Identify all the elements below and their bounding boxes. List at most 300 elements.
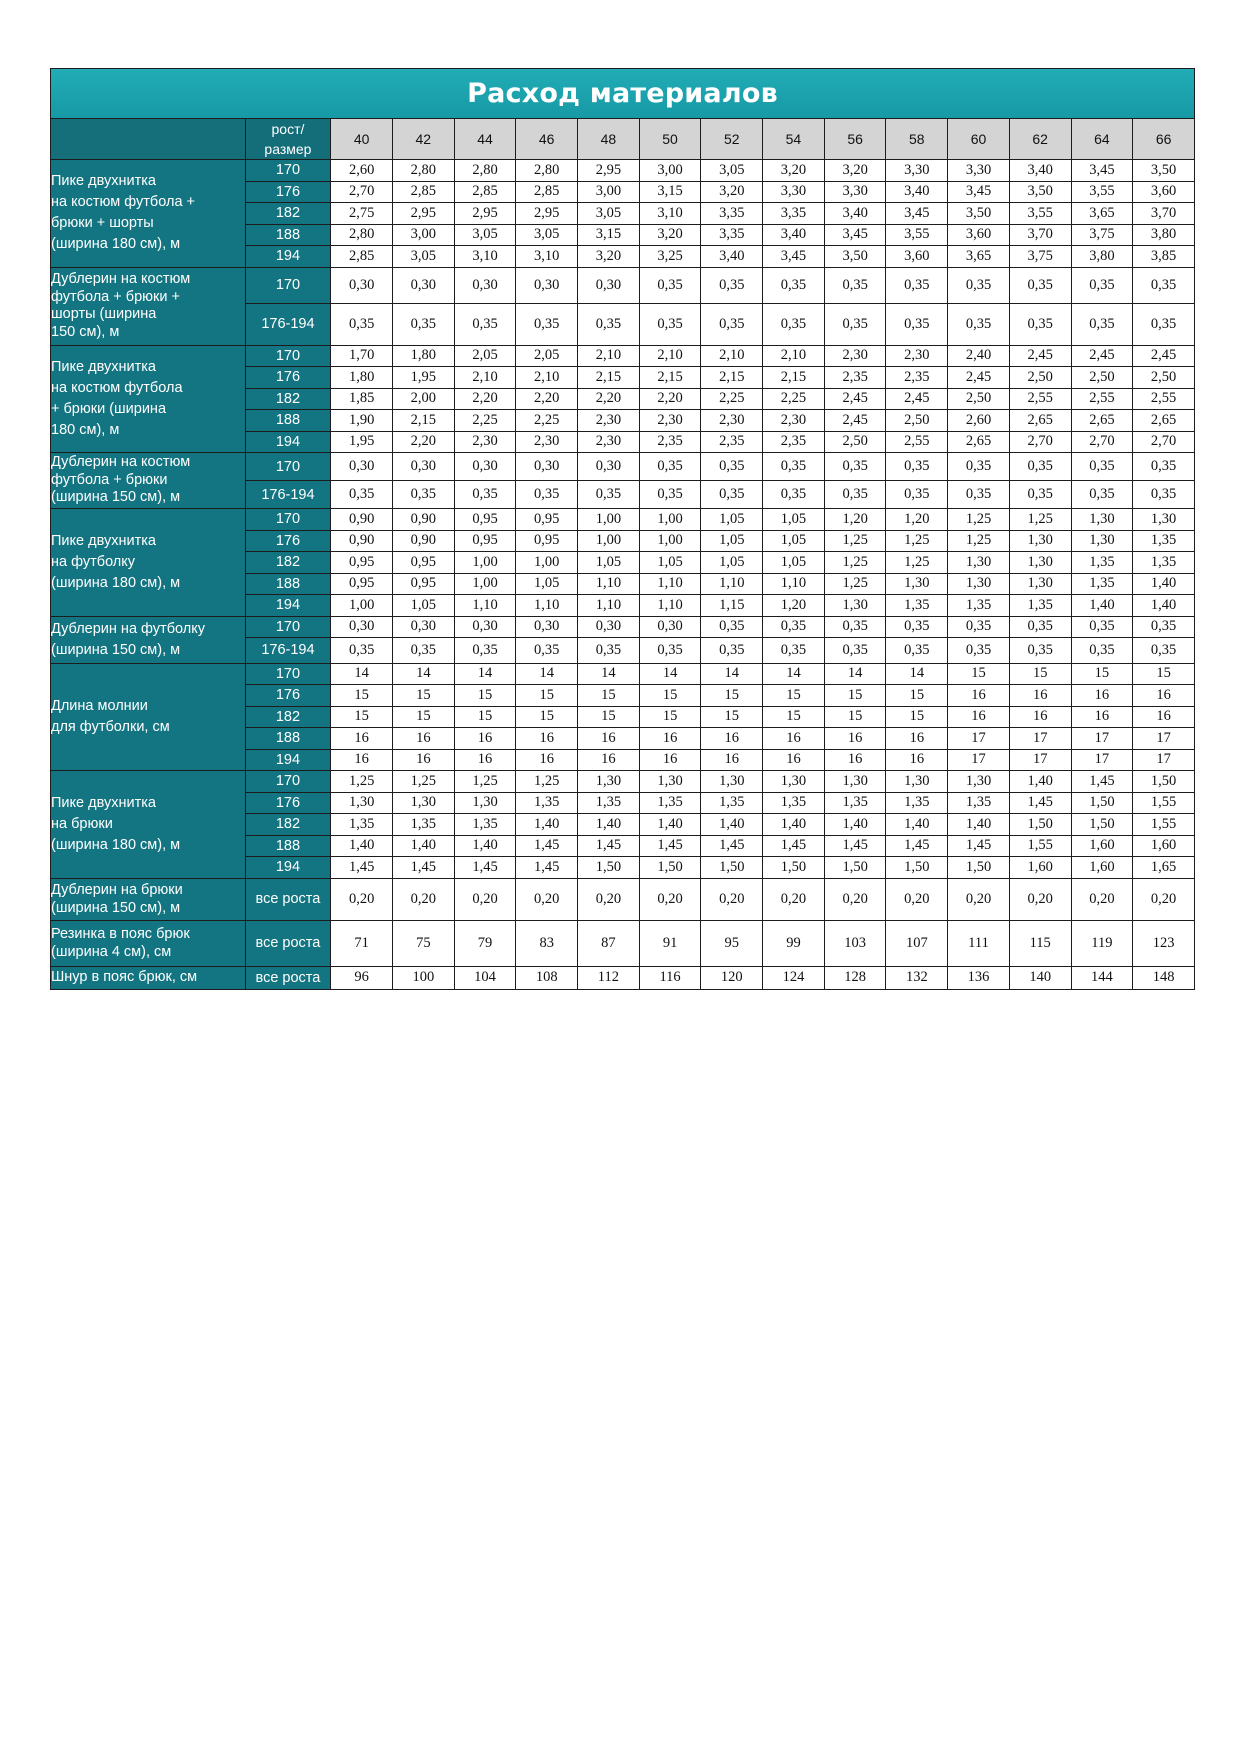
value-cell: 15 <box>824 706 886 728</box>
value-cell: 1,10 <box>639 573 701 595</box>
value-cell: 0,30 <box>454 267 516 303</box>
value-cell: 3,25 <box>639 246 701 268</box>
size-header-cell: 56 <box>824 119 886 160</box>
material-label-line: 150 см), м <box>51 323 120 340</box>
height-cell: все роста <box>245 878 331 920</box>
value-cell: 1,80 <box>392 345 454 367</box>
material-label-line: шорты (ширина <box>51 306 157 322</box>
value-cell: 0,35 <box>948 303 1010 345</box>
header-corner-cell <box>51 119 246 160</box>
value-cell: 14 <box>578 663 640 685</box>
value-cell: 2,30 <box>763 410 825 432</box>
value-cell: 1,50 <box>1071 792 1133 814</box>
value-cell: 0,35 <box>1133 637 1195 663</box>
value-cell: 1,40 <box>639 814 701 836</box>
value-cell: 3,20 <box>578 246 640 268</box>
value-cell: 1,25 <box>824 552 886 574</box>
value-cell: 0,35 <box>1133 303 1195 345</box>
value-cell: 16 <box>763 749 825 771</box>
table-row <box>51 509 1195 531</box>
value-cell: 1,20 <box>824 509 886 531</box>
value-cell: 3,45 <box>824 224 886 246</box>
value-cell: 3,40 <box>886 181 948 203</box>
table-title: Расход материалов <box>467 78 778 109</box>
value-cell: 1,50 <box>639 857 701 879</box>
material-label-cell <box>51 771 246 879</box>
value-cell: 15 <box>701 685 763 707</box>
value-cell: 0,30 <box>331 267 393 303</box>
height-cell: 182 <box>245 706 331 728</box>
value-cell: 0,30 <box>392 267 454 303</box>
value-cell: 1,40 <box>824 814 886 836</box>
value-cell: 112 <box>578 966 640 989</box>
material-label-line: Пике двухнитка <box>51 794 156 811</box>
value-cell: 1,30 <box>1071 530 1133 552</box>
value-cell: 0,35 <box>454 303 516 345</box>
value-cell: 0,35 <box>331 303 393 345</box>
value-cell: 1,25 <box>1009 509 1071 531</box>
material-label-line: на костюм футбола <box>51 379 183 396</box>
value-cell: 0,20 <box>639 878 701 920</box>
value-cell: 15 <box>886 685 948 707</box>
material-label-line: (ширина 4 см), см <box>51 944 172 960</box>
value-cell: 3,45 <box>886 203 948 225</box>
value-cell: 0,35 <box>392 481 454 509</box>
value-cell: 0,35 <box>392 303 454 345</box>
value-cell: 3,05 <box>454 224 516 246</box>
value-cell: 2,25 <box>454 410 516 432</box>
material-label-line: Резинка в пояс брюк <box>51 925 190 942</box>
value-cell: 1,45 <box>824 835 886 857</box>
material-label-line: (ширина 180 см), м <box>51 574 181 591</box>
value-cell: 1,50 <box>1133 771 1195 793</box>
value-cell: 15 <box>763 706 825 728</box>
value-cell: 2,85 <box>331 246 393 268</box>
value-cell: 1,40 <box>886 814 948 836</box>
value-cell: 1,30 <box>824 595 886 617</box>
value-cell: 0,35 <box>948 453 1010 481</box>
value-cell: 16 <box>701 728 763 750</box>
height-cell: 170 <box>245 663 331 685</box>
value-cell: 1,35 <box>763 792 825 814</box>
value-cell: 16 <box>454 749 516 771</box>
value-cell: 1,30 <box>454 792 516 814</box>
value-cell: 100 <box>392 966 454 989</box>
value-cell: 0,35 <box>824 267 886 303</box>
value-cell: 1,05 <box>763 530 825 552</box>
value-cell: 3,05 <box>516 224 578 246</box>
material-label-line: Дублерин на костюм <box>51 454 191 471</box>
value-cell: 2,35 <box>701 431 763 453</box>
value-cell: 120 <box>701 966 763 989</box>
value-cell: 0,35 <box>824 616 886 637</box>
value-cell: 0,20 <box>824 878 886 920</box>
value-cell: 2,80 <box>392 160 454 182</box>
value-cell: 1,40 <box>701 814 763 836</box>
material-label-line: Шнур в пояс брюк, см <box>51 969 198 985</box>
value-cell: 3,45 <box>763 246 825 268</box>
height-cell: 176 <box>245 367 331 389</box>
value-cell: 16 <box>701 749 763 771</box>
value-cell: 2,20 <box>578 388 640 410</box>
value-cell: 0,20 <box>392 878 454 920</box>
value-cell: 16 <box>1133 685 1195 707</box>
value-cell: 2,30 <box>516 431 578 453</box>
value-cell: 16 <box>948 685 1010 707</box>
material-label-line: (ширина 150 см), м <box>51 641 181 658</box>
value-cell: 2,50 <box>1009 367 1071 389</box>
value-cell: 0,35 <box>331 637 393 663</box>
value-cell: 2,10 <box>763 345 825 367</box>
value-cell: 0,30 <box>516 453 578 481</box>
value-cell: 1,45 <box>454 857 516 879</box>
value-cell: 3,70 <box>1133 203 1195 225</box>
value-cell: 0,20 <box>454 878 516 920</box>
size-header-cell: 46 <box>516 119 578 160</box>
value-cell: 2,95 <box>454 203 516 225</box>
value-cell: 1,30 <box>948 771 1010 793</box>
value-cell: 0,20 <box>1009 878 1071 920</box>
value-cell: 1,95 <box>392 367 454 389</box>
value-cell: 3,80 <box>1071 246 1133 268</box>
value-cell: 16 <box>516 749 578 771</box>
value-cell: 1,20 <box>886 509 948 531</box>
value-cell: 3,05 <box>578 203 640 225</box>
value-cell: 0,30 <box>454 616 516 637</box>
value-cell: 3,70 <box>1009 224 1071 246</box>
value-cell: 0,20 <box>886 878 948 920</box>
value-cell: 16 <box>886 749 948 771</box>
value-cell: 15 <box>392 706 454 728</box>
table-row <box>51 345 1195 367</box>
value-cell: 3,60 <box>886 246 948 268</box>
value-cell: 1,50 <box>701 857 763 879</box>
size-header-cell: 44 <box>454 119 516 160</box>
value-cell: 0,20 <box>578 878 640 920</box>
value-cell: 3,40 <box>824 203 886 225</box>
material-label-cell <box>51 345 246 453</box>
value-cell: 3,80 <box>1133 224 1195 246</box>
value-cell: 2,55 <box>1133 388 1195 410</box>
value-cell: 2,75 <box>331 203 393 225</box>
value-cell: 17 <box>1009 728 1071 750</box>
value-cell: 1,55 <box>1133 814 1195 836</box>
value-cell: 17 <box>948 749 1010 771</box>
value-cell: 2,95 <box>392 203 454 225</box>
value-cell: 2,45 <box>886 388 948 410</box>
height-cell: 176-194 <box>245 481 331 509</box>
value-cell: 0,35 <box>1071 267 1133 303</box>
value-cell: 1,50 <box>1071 814 1133 836</box>
value-cell: 0,35 <box>516 303 578 345</box>
value-cell: 1,00 <box>454 552 516 574</box>
value-cell: 1,05 <box>701 509 763 531</box>
value-cell: 0,35 <box>948 616 1010 637</box>
value-cell: 0,35 <box>639 267 701 303</box>
value-cell: 2,30 <box>454 431 516 453</box>
value-cell: 108 <box>516 966 578 989</box>
value-cell: 3,20 <box>639 224 701 246</box>
value-cell: 0,35 <box>639 453 701 481</box>
value-cell: 3,40 <box>701 246 763 268</box>
value-cell: 2,70 <box>1009 431 1071 453</box>
value-cell: 3,00 <box>639 160 701 182</box>
value-cell: 2,80 <box>516 160 578 182</box>
value-cell: 15 <box>578 685 640 707</box>
value-cell: 1,30 <box>763 771 825 793</box>
value-cell: 2,15 <box>578 367 640 389</box>
material-label-line: футбола + брюки <box>51 471 168 488</box>
value-cell: 2,45 <box>824 388 886 410</box>
value-cell: 0,30 <box>331 616 393 637</box>
value-cell: 3,35 <box>763 203 825 225</box>
value-cell: 0,35 <box>331 481 393 509</box>
value-cell: 2,10 <box>454 367 516 389</box>
value-cell: 3,60 <box>948 224 1010 246</box>
value-cell: 1,40 <box>392 835 454 857</box>
value-cell: 0,20 <box>1071 878 1133 920</box>
value-cell: 0,35 <box>516 481 578 509</box>
value-cell: 1,30 <box>1071 509 1133 531</box>
value-cell: 15 <box>639 685 701 707</box>
value-cell: 16 <box>392 728 454 750</box>
value-cell: 0,35 <box>1071 303 1133 345</box>
value-cell: 3,55 <box>886 224 948 246</box>
value-cell: 3,50 <box>948 203 1010 225</box>
value-cell: 0,35 <box>886 481 948 509</box>
value-cell: 2,25 <box>763 388 825 410</box>
value-cell: 2,15 <box>763 367 825 389</box>
table-row <box>51 966 1195 989</box>
value-cell: 15 <box>331 706 393 728</box>
value-cell: 17 <box>1133 749 1195 771</box>
value-cell: 3,65 <box>1071 203 1133 225</box>
table-row <box>51 663 1195 685</box>
value-cell: 1,55 <box>1133 792 1195 814</box>
value-cell: 3,20 <box>824 160 886 182</box>
value-cell: 2,15 <box>701 367 763 389</box>
height-cell: 188 <box>245 224 331 246</box>
value-cell: 16 <box>1009 706 1071 728</box>
value-cell: 1,90 <box>331 410 393 432</box>
value-cell: 1,55 <box>1009 835 1071 857</box>
value-cell: 2,05 <box>454 345 516 367</box>
value-cell: 1,95 <box>331 431 393 453</box>
value-cell: 2,65 <box>1009 410 1071 432</box>
value-cell: 2,20 <box>392 431 454 453</box>
value-cell: 2,65 <box>948 431 1010 453</box>
value-cell: 0,95 <box>516 530 578 552</box>
table-row <box>51 878 1195 920</box>
value-cell: 0,35 <box>1009 303 1071 345</box>
value-cell: 2,45 <box>1009 345 1071 367</box>
value-cell: 0,20 <box>516 878 578 920</box>
value-cell: 14 <box>824 663 886 685</box>
value-cell: 0,20 <box>331 878 393 920</box>
size-header-cell: 58 <box>886 119 948 160</box>
header-row <box>51 119 1195 160</box>
value-cell: 2,15 <box>639 367 701 389</box>
value-cell: 2,70 <box>1133 431 1195 453</box>
value-cell: 0,35 <box>701 303 763 345</box>
value-cell: 0,35 <box>1133 453 1195 481</box>
value-cell: 1,25 <box>948 509 1010 531</box>
value-cell: 0,30 <box>516 616 578 637</box>
value-cell: 14 <box>392 663 454 685</box>
height-cell: 194 <box>245 431 331 453</box>
value-cell: 1,05 <box>701 552 763 574</box>
value-cell: 3,50 <box>1133 160 1195 182</box>
value-cell: 119 <box>1071 920 1133 966</box>
material-label-cell <box>51 509 246 617</box>
value-cell: 1,50 <box>578 857 640 879</box>
height-cell: 194 <box>245 749 331 771</box>
value-cell: 0,35 <box>824 453 886 481</box>
value-cell: 0,30 <box>639 616 701 637</box>
value-cell: 0,35 <box>886 616 948 637</box>
value-cell: 0,35 <box>639 303 701 345</box>
material-label-cell <box>51 453 246 509</box>
value-cell: 1,35 <box>578 792 640 814</box>
value-cell: 1,50 <box>824 857 886 879</box>
value-cell: 17 <box>1009 749 1071 771</box>
value-cell: 1,30 <box>1133 509 1195 531</box>
value-cell: 15 <box>763 685 825 707</box>
value-cell: 1,30 <box>1009 573 1071 595</box>
value-cell: 2,35 <box>763 431 825 453</box>
value-cell: 0,35 <box>824 303 886 345</box>
value-cell: 3,55 <box>1071 181 1133 203</box>
value-cell: 1,35 <box>948 792 1010 814</box>
value-cell: 3,00 <box>578 181 640 203</box>
value-cell: 1,65 <box>1133 857 1195 879</box>
value-cell: 15 <box>639 706 701 728</box>
height-cell: 182 <box>245 203 331 225</box>
value-cell: 3,00 <box>392 224 454 246</box>
value-cell: 2,10 <box>516 367 578 389</box>
value-cell: 0,35 <box>1133 267 1195 303</box>
value-cell: 1,00 <box>639 509 701 531</box>
value-cell: 2,15 <box>392 410 454 432</box>
value-cell: 16 <box>824 728 886 750</box>
value-cell: 1,35 <box>639 792 701 814</box>
material-label-line: Дублерин на костюм <box>51 271 191 287</box>
table-row <box>51 160 1195 182</box>
size-header-cell: 42 <box>392 119 454 160</box>
value-cell: 16 <box>639 728 701 750</box>
value-cell: 3,20 <box>763 160 825 182</box>
value-cell: 1,45 <box>886 835 948 857</box>
value-cell: 0,35 <box>1133 616 1195 637</box>
value-cell: 2,20 <box>639 388 701 410</box>
value-cell: 3,60 <box>1133 181 1195 203</box>
value-cell: 0,35 <box>886 303 948 345</box>
value-cell: 0,35 <box>763 637 825 663</box>
height-cell: 176 <box>245 685 331 707</box>
material-label-cell <box>51 663 246 771</box>
value-cell: 0,20 <box>1133 878 1195 920</box>
value-cell: 0,35 <box>392 637 454 663</box>
value-cell: 1,30 <box>639 771 701 793</box>
value-cell: 17 <box>1071 728 1133 750</box>
value-cell: 1,30 <box>1009 530 1071 552</box>
value-cell: 0,35 <box>1071 453 1133 481</box>
size-header-cell: 54 <box>763 119 825 160</box>
value-cell: 1,30 <box>331 792 393 814</box>
material-label-line: Пике двухнитка <box>51 358 156 375</box>
value-cell: 0,30 <box>578 616 640 637</box>
value-cell: 15 <box>392 685 454 707</box>
value-cell: 2,30 <box>578 410 640 432</box>
height-cell: 182 <box>245 552 331 574</box>
size-header-cell: 60 <box>948 119 1010 160</box>
value-cell: 16 <box>331 749 393 771</box>
value-cell: 1,10 <box>578 573 640 595</box>
value-cell: 2,40 <box>948 345 1010 367</box>
value-cell: 14 <box>886 663 948 685</box>
value-cell: 2,50 <box>1071 367 1133 389</box>
material-label-line: Дублерин на брюки <box>51 881 183 898</box>
value-cell: 1,25 <box>948 530 1010 552</box>
value-cell: 0,35 <box>578 481 640 509</box>
value-cell: 0,35 <box>639 637 701 663</box>
material-label-cell <box>51 920 246 966</box>
value-cell: 1,35 <box>331 814 393 836</box>
value-cell: 0,95 <box>454 509 516 531</box>
value-cell: 1,60 <box>1071 857 1133 879</box>
material-label-line: Пике двухнитка <box>51 173 156 190</box>
material-label-cell <box>51 616 246 663</box>
value-cell: 1,40 <box>578 814 640 836</box>
value-cell: 2,95 <box>578 160 640 182</box>
header-height-size-label <box>245 119 331 160</box>
value-cell: 0,35 <box>948 481 1010 509</box>
value-cell: 1,80 <box>331 367 393 389</box>
value-cell: 1,40 <box>331 835 393 857</box>
value-cell: 1,25 <box>516 771 578 793</box>
value-cell: 0,35 <box>948 637 1010 663</box>
value-cell: 2,50 <box>886 410 948 432</box>
value-cell: 1,30 <box>1009 552 1071 574</box>
value-cell: 1,10 <box>454 595 516 617</box>
value-cell: 1,85 <box>331 388 393 410</box>
value-cell: 0,35 <box>1009 637 1071 663</box>
material-label-line: на футболку <box>51 553 136 570</box>
value-cell: 3,35 <box>701 224 763 246</box>
value-cell: 1,60 <box>1009 857 1071 879</box>
value-cell: 1,40 <box>1009 771 1071 793</box>
value-cell: 1,10 <box>763 573 825 595</box>
value-cell: 3,65 <box>948 246 1010 268</box>
value-cell: 136 <box>948 966 1010 989</box>
value-cell: 1,45 <box>948 835 1010 857</box>
value-cell: 0,35 <box>701 616 763 637</box>
value-cell: 0,30 <box>578 453 640 481</box>
material-label-line: (ширина 150 см), м <box>51 489 181 506</box>
value-cell: 0,20 <box>948 878 1010 920</box>
material-label-line: Длина молнии <box>51 697 148 714</box>
value-cell: 15 <box>454 706 516 728</box>
value-cell: 0,35 <box>886 453 948 481</box>
value-cell: 0,35 <box>701 453 763 481</box>
value-cell: 2,70 <box>331 181 393 203</box>
value-cell: 1,25 <box>824 530 886 552</box>
value-cell: 3,30 <box>763 181 825 203</box>
value-cell: 3,30 <box>886 160 948 182</box>
value-cell: 3,10 <box>454 246 516 268</box>
value-cell: 132 <box>886 966 948 989</box>
height-cell: 176 <box>245 792 331 814</box>
